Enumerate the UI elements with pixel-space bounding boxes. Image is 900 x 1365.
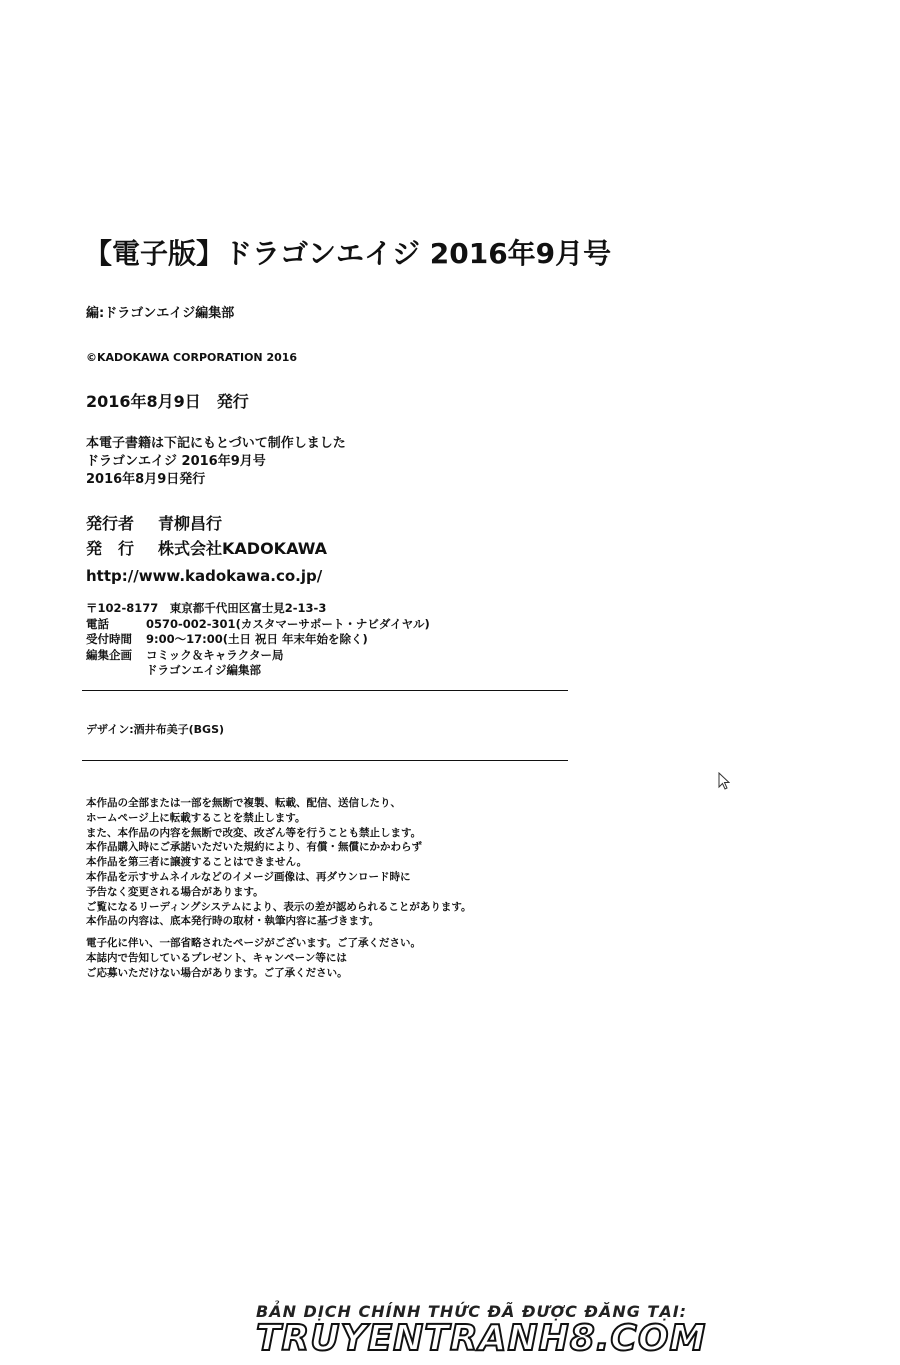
notice-line: ご応募いただけない場合があります。ご了承ください。 bbox=[86, 966, 348, 979]
watermark-caption: BẢN DỊCH CHÍNH THỨC ĐÃ ĐƯỢC ĐĂNG TẠI: bbox=[256, 1302, 688, 1321]
notice-line: また、本作品の内容を無断で改変、改ざん等を行うことも禁止します。 bbox=[86, 826, 422, 839]
publish-value: 株式会社KADOKAWA bbox=[158, 539, 328, 558]
notice-line: 電子化に伴い、一部省略されたページがございます。ご了承ください。 bbox=[86, 937, 421, 949]
hours-value: 9:00～17:00(土日 祝日 年末年始を除く) bbox=[146, 632, 368, 646]
phone-label: 電話 bbox=[86, 616, 109, 631]
based-on-line: ドラゴンエイジ 2016年9月号 bbox=[86, 454, 266, 469]
publisher-block bbox=[86, 512, 327, 562]
notice-line: 本作品を第三者に譲渡することはできません。 bbox=[86, 856, 308, 869]
divider-line bbox=[82, 690, 568, 691]
hours-label: 受付時間 bbox=[86, 632, 132, 646]
notice-line: 本作品の内容は、底本発行時の取材・執筆内容に基づきます。 bbox=[86, 915, 380, 928]
phone-value: 0570-002-301(カスタマーサポート・ナビダイヤル) bbox=[146, 616, 430, 631]
notice-line: ご覧になるリーディングシステムにより、表示の差が認められることがあります。 bbox=[86, 900, 472, 913]
editor-credit: 編:ドラゴンエイジ編集部 bbox=[86, 306, 235, 321]
based-on-block bbox=[86, 435, 346, 489]
notice-line: ホームページ上に転載することを禁止します。 bbox=[86, 811, 306, 824]
planning-value-2: ドラゴンエイジ編集部 bbox=[146, 663, 261, 677]
based-on-line: 本電子書籍は下記にもとづいて制作しました bbox=[86, 436, 346, 451]
issue-date: 2016年8月9日 発行 bbox=[86, 392, 249, 411]
notice-line: 本誌内で告知しているプレゼント、キャンペーン等には bbox=[86, 951, 347, 964]
page-title: 【電子版】ドラゴンエイジ 2016年9月号 bbox=[84, 237, 612, 270]
issuer-value: 青柳昌行 bbox=[158, 514, 223, 533]
notices-block-2 bbox=[86, 936, 421, 980]
address-line: 〒102-8177 東京都千代田区富士見2-13-3 bbox=[86, 601, 327, 615]
contact-block bbox=[86, 601, 430, 679]
issuer-label: 発行者 bbox=[86, 514, 135, 533]
planning-label: 編集企画 bbox=[86, 647, 132, 662]
copyright-notice: ©KADOKAWA CORPORATION 2016 bbox=[86, 351, 298, 364]
based-on-line: 2016年8月9日発行 bbox=[86, 472, 206, 487]
divider-line bbox=[82, 760, 568, 761]
notice-line: 本作品購入時にご承諾いただいた規約により、有償・無償にかかわらず bbox=[86, 841, 422, 854]
design-credit: デザイン:酒井布美子(BGS) bbox=[86, 723, 225, 736]
notice-line: 本作品を示すサムネイルなどのイメージ画像は、再ダウンロード時に bbox=[86, 870, 411, 883]
notice-line: 予告なく変更される場合があります。 bbox=[86, 885, 264, 898]
watermark-site: TRUYENTRANH8.COM bbox=[256, 1318, 707, 1359]
publisher-url: http://www.kadokawa.co.jp/ bbox=[86, 567, 323, 585]
notices-block bbox=[86, 796, 472, 929]
publish-label: 発 行 bbox=[86, 539, 135, 558]
mouse-cursor-icon bbox=[718, 772, 730, 790]
notice-line: 本作品の全部または一部を無断で複製、転載、配信、送信したり、 bbox=[86, 797, 401, 809]
planning-value: コミック＆キャラクター局 bbox=[146, 647, 284, 662]
